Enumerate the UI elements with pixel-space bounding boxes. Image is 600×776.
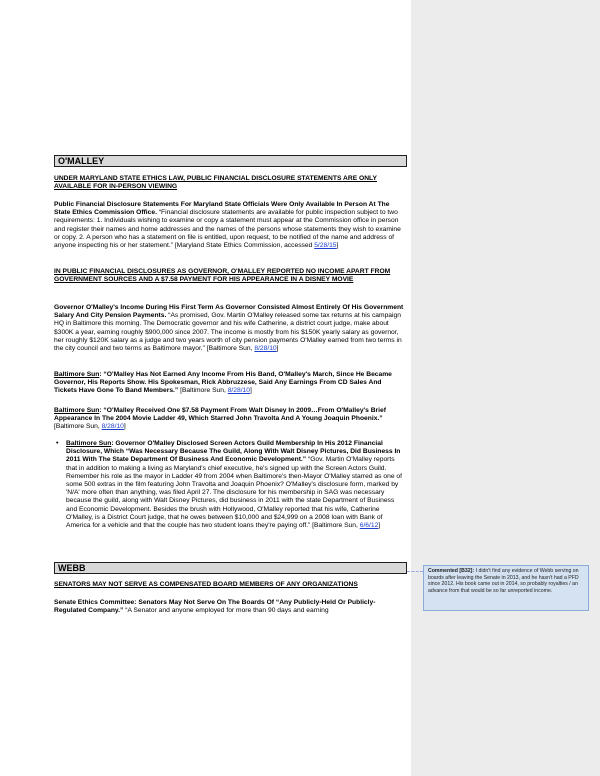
citation-link[interactable]: 8/28/10 — [254, 345, 277, 353]
body-text: “A Senator and anyone employed for more than 90 days and earning — [123, 607, 329, 615]
source-name: Baltimore Sun — [66, 440, 112, 447]
paragraph-disclosure-availability: Public Financial Disclosure Statements For Maryland State Officials Were Only Available In Person At The State Ethics Commission Office. “Financial disclosure statements are available for public inspection subject to two requirements: 1. Individuals wishing to examine or copy a statement must appear at the Commission office in person and register their names and home addresses and the names of the persons whose statements they wish to examine or copy. 2. A person who has a statement on file is entitled, upon request, to be notified of the name and address of anyone inspecting his or her statement.” [Maryland State Ethics Commission, accessed 5/28/15] — [54, 201, 401, 250]
comment-connector — [407, 571, 423, 572]
body-text: [Baltimore Sun, — [54, 423, 102, 431]
section-header-webb — [54, 562, 407, 574]
citation-link[interactable]: 5/28/15 — [314, 242, 337, 250]
lead-text: Governor O'Malley's Income During His First Term As Governor Consisted Almost Entirely Of His Government Salary And City Pension Payments. — [54, 304, 404, 320]
bullet-icon: • — [56, 440, 59, 447]
lead-text: : “O'Malley Has Not Earned Any Income From His Band, O'Malley's March, Since He Became Governor, His Reports Show. His Spokesman, Rick Abbruzzese, Said Any Earnings From CD Sales And Tickets Have Gone To Band Members.” — [54, 371, 392, 395]
body-text: “As promised, Gov. Martin O'Malley released some tax returns at his campaign HQ in Baltimore this morning. The Democratic governor and his wife Catherine, a district court judge, make about $300K a year, earning roughly $900,000 since 2007. The income is mostly from his $150K yearly salary as governor, her roughly $120K salary as a judge and two years worth of city pension payments O'Malley earned from two terms in the city council and two terms as Baltimore mayor.” [Baltimore Sun, — [54, 312, 402, 353]
comment-balloon[interactable] — [423, 565, 589, 611]
body-text: “Gov. Martin O'Malley reports that in addition to making a living as Maryland's chief executive, he's signed up with the Screen Actors Guild. Remember his role as the mayor in Ladder 49 from 2004 when Baltimore's then-Mayor O'Malley starred as one of some 500 extras in the film featuring John Travolta and Joaquin Phoenix? O'Malley's disclosure form, marked by 'N/A' more often than anything, was filed April 27. The disclosure for his membership in SAG was necessary because the guild, along with Walt Disney Pictures, did business in 2011 with the state Department of Business and Economic Development. Besides the brush with Hollywood, O'Malley reported that his wife, Catherine O'Malley, is a District Court judge, that he owes between $10,000 and $24,999 on a 2008 loan with Bank of America for a vehicle and that the couple has two student loans they're paying off.” [Baltimore Sun, — [66, 456, 402, 530]
lead-text: : “O'Malley Received One $7.58 Payment From Walt Disney In 2009…From O'Malley's Brief Appearance In The 2004 Movie Ladder 49, Which Starred John Travolta And A Young Joaquin Phoenix.” — [54, 407, 386, 423]
subheading-governor-disclosures: IN PUBLIC FINANCIAL DISCLOSURES AS GOVERNOR, O'MALLEY REPORTED NO INCOME APART FROM GOVERNMENT SOURCES AND A $7.58 PAYMENT FOR HIS APPEARANCE IN A DISNEY MOVIE — [54, 268, 391, 284]
comment-text: I didn't find any evidence of Webb serving on boards after leaving the Senate in 2013, and he hasn't had a PFD since 2012. His book came out in 2014, so probably royalties / an advance from that would be so far unreported income. — [428, 568, 579, 594]
subheading-board-members: SENATORS MAY NOT SERVE AS COMPENSATED BOARD MEMBERS OF ANY ORGANIZATIONS — [54, 581, 358, 588]
body-text: [Baltimore Sun, — [178, 387, 228, 395]
citation-link[interactable]: 6/6/12 — [359, 522, 379, 530]
paragraph-band-income: Baltimore Sun: “O'Malley Has Not Earned Any Income From His Band, O'Malley's March, Since He Became Governor, His Reports Show. His Spokesman, Rick Abbruzzese, Said Any Earnings From CD Sales And Tickets Have Gone To Band Members.” [Baltimore Sun, 8/28/10] — [54, 371, 392, 395]
lead-text: Senate Ethics Committee: Senators May Not Serve On The Boards Of “Any Publicly-Held Or Publicly-Regulated Company.” — [54, 599, 376, 615]
lead-text: : Governor O'Malley Disclosed Screen Actors Guild Membership In His 2012 Financial Disclosure, Which “Was Necessary Because The Guild, Along With Walt Disney Pictures, Did Business In 2011 With The State Department Of Business And Economic Development.” — [66, 440, 401, 464]
comment-tag: Commented [B32]: — [428, 568, 475, 574]
body-text: “Financial disclosure statements are available for public inspection subject to two requirements: 1. Individuals wishing to examine or copy a statement must appear at the Commission office in person and register their names and home addresses and the names of the persons whose statements they wish to examine or copy. 2. A person who has a statement on file is entitled, upon request, to be notified of the name and address of anyone inspecting his or her statement.” [Maryland State Ethics Commission, accessed — [54, 209, 401, 250]
section-title: WEBB — [58, 563, 86, 573]
bullet-text: Baltimore Sun: Governor O'Malley Disclosed Screen Actors Guild Membership In His 2012 Financial Disclosure, Which “Was Necessary Because The Guild, Along With Walt Disney Pictures, Did Business In 2011 With The State Department Of Business And Economic Development.” “Gov. Martin O'Malley reports that in addition to making a living as Maryland's chief executive, he's signed up with the Screen Actors Guild. Remember his role as the mayor in Ladder 49 from 2004 when Baltimore's then-Mayor O'Malley starred as one of some 500 extras in the film featuring John Travolta and Joaquin Phoenix? O'Malley's disclosure form, marked by 'N/A' more often than anything, was filed April 27. The disclosure for his membership in SAG was necessary because the guild, along with Walt Disney Pictures, did business in 2011 with the state Department of Business and Economic Development. Besides the brush with Hollywood, O'Malley reported that his wife, Catherine O'Malley, is a District Court judge, that he owes between $10,000 and $24,999 on a 2008 loan with Bank of America for a vehicle and that the couple has two student loans they're paying off.” [Baltimore Sun, 6/6/12] — [66, 440, 402, 530]
section-title: O'MALLEY — [58, 156, 105, 166]
bullet-sag-membership — [54, 440, 406, 530]
lead-text: Public Financial Disclosure Statements For Maryland State Officials Were Only Available In Person At The State Ethics Commission Office. — [54, 201, 390, 217]
paragraph-disney-payment: Baltimore Sun: “O'Malley Received One $7.58 Payment From Walt Disney In 2009…From O'Malley's Brief Appearance In The 2004 Movie Ladder 49, Which Starred John Travolta And A Young Joaquin Phoenix.” [Baltimore Sun, 8/28/10] — [54, 407, 386, 431]
source-name: Baltimore Sun — [54, 371, 100, 378]
citation-link[interactable]: 8/28/10 — [101, 423, 124, 431]
section-header-omalley — [54, 155, 407, 167]
subheading-ethics-law: UNDER MARYLAND STATE ETHICS LAW, PUBLIC FINANCIAL DISCLOSURE STATEMENTS ARE ONLY AVAILABLE FOR IN-PERSON VIEWING — [54, 175, 377, 191]
citation-link[interactable]: 8/28/10 — [227, 387, 250, 395]
paragraph-senate-ethics — [54, 599, 406, 615]
comments-pane — [411, 0, 600, 776]
paragraph-first-term-income: Governor O'Malley's Income During His First Term As Governor Consisted Almost Entirely Of His Government Salary And City Pension Payments. “As promised, Gov. Martin O'Malley released some tax returns at his campaign HQ in Baltimore this morning. The Democratic governor and his wife Catherine, a district court judge, make about $300K a year, earning roughly $900,000 since 2007. The income is mostly from his $150K yearly salary as governor, her roughly $120K salary as a judge and two years worth of city pension payments O'Malley earned from two terms in the city council and two terms as Baltimore mayor.” [Baltimore Sun, 8/28/10] — [54, 304, 404, 353]
source-name: Baltimore Sun — [54, 407, 100, 414]
